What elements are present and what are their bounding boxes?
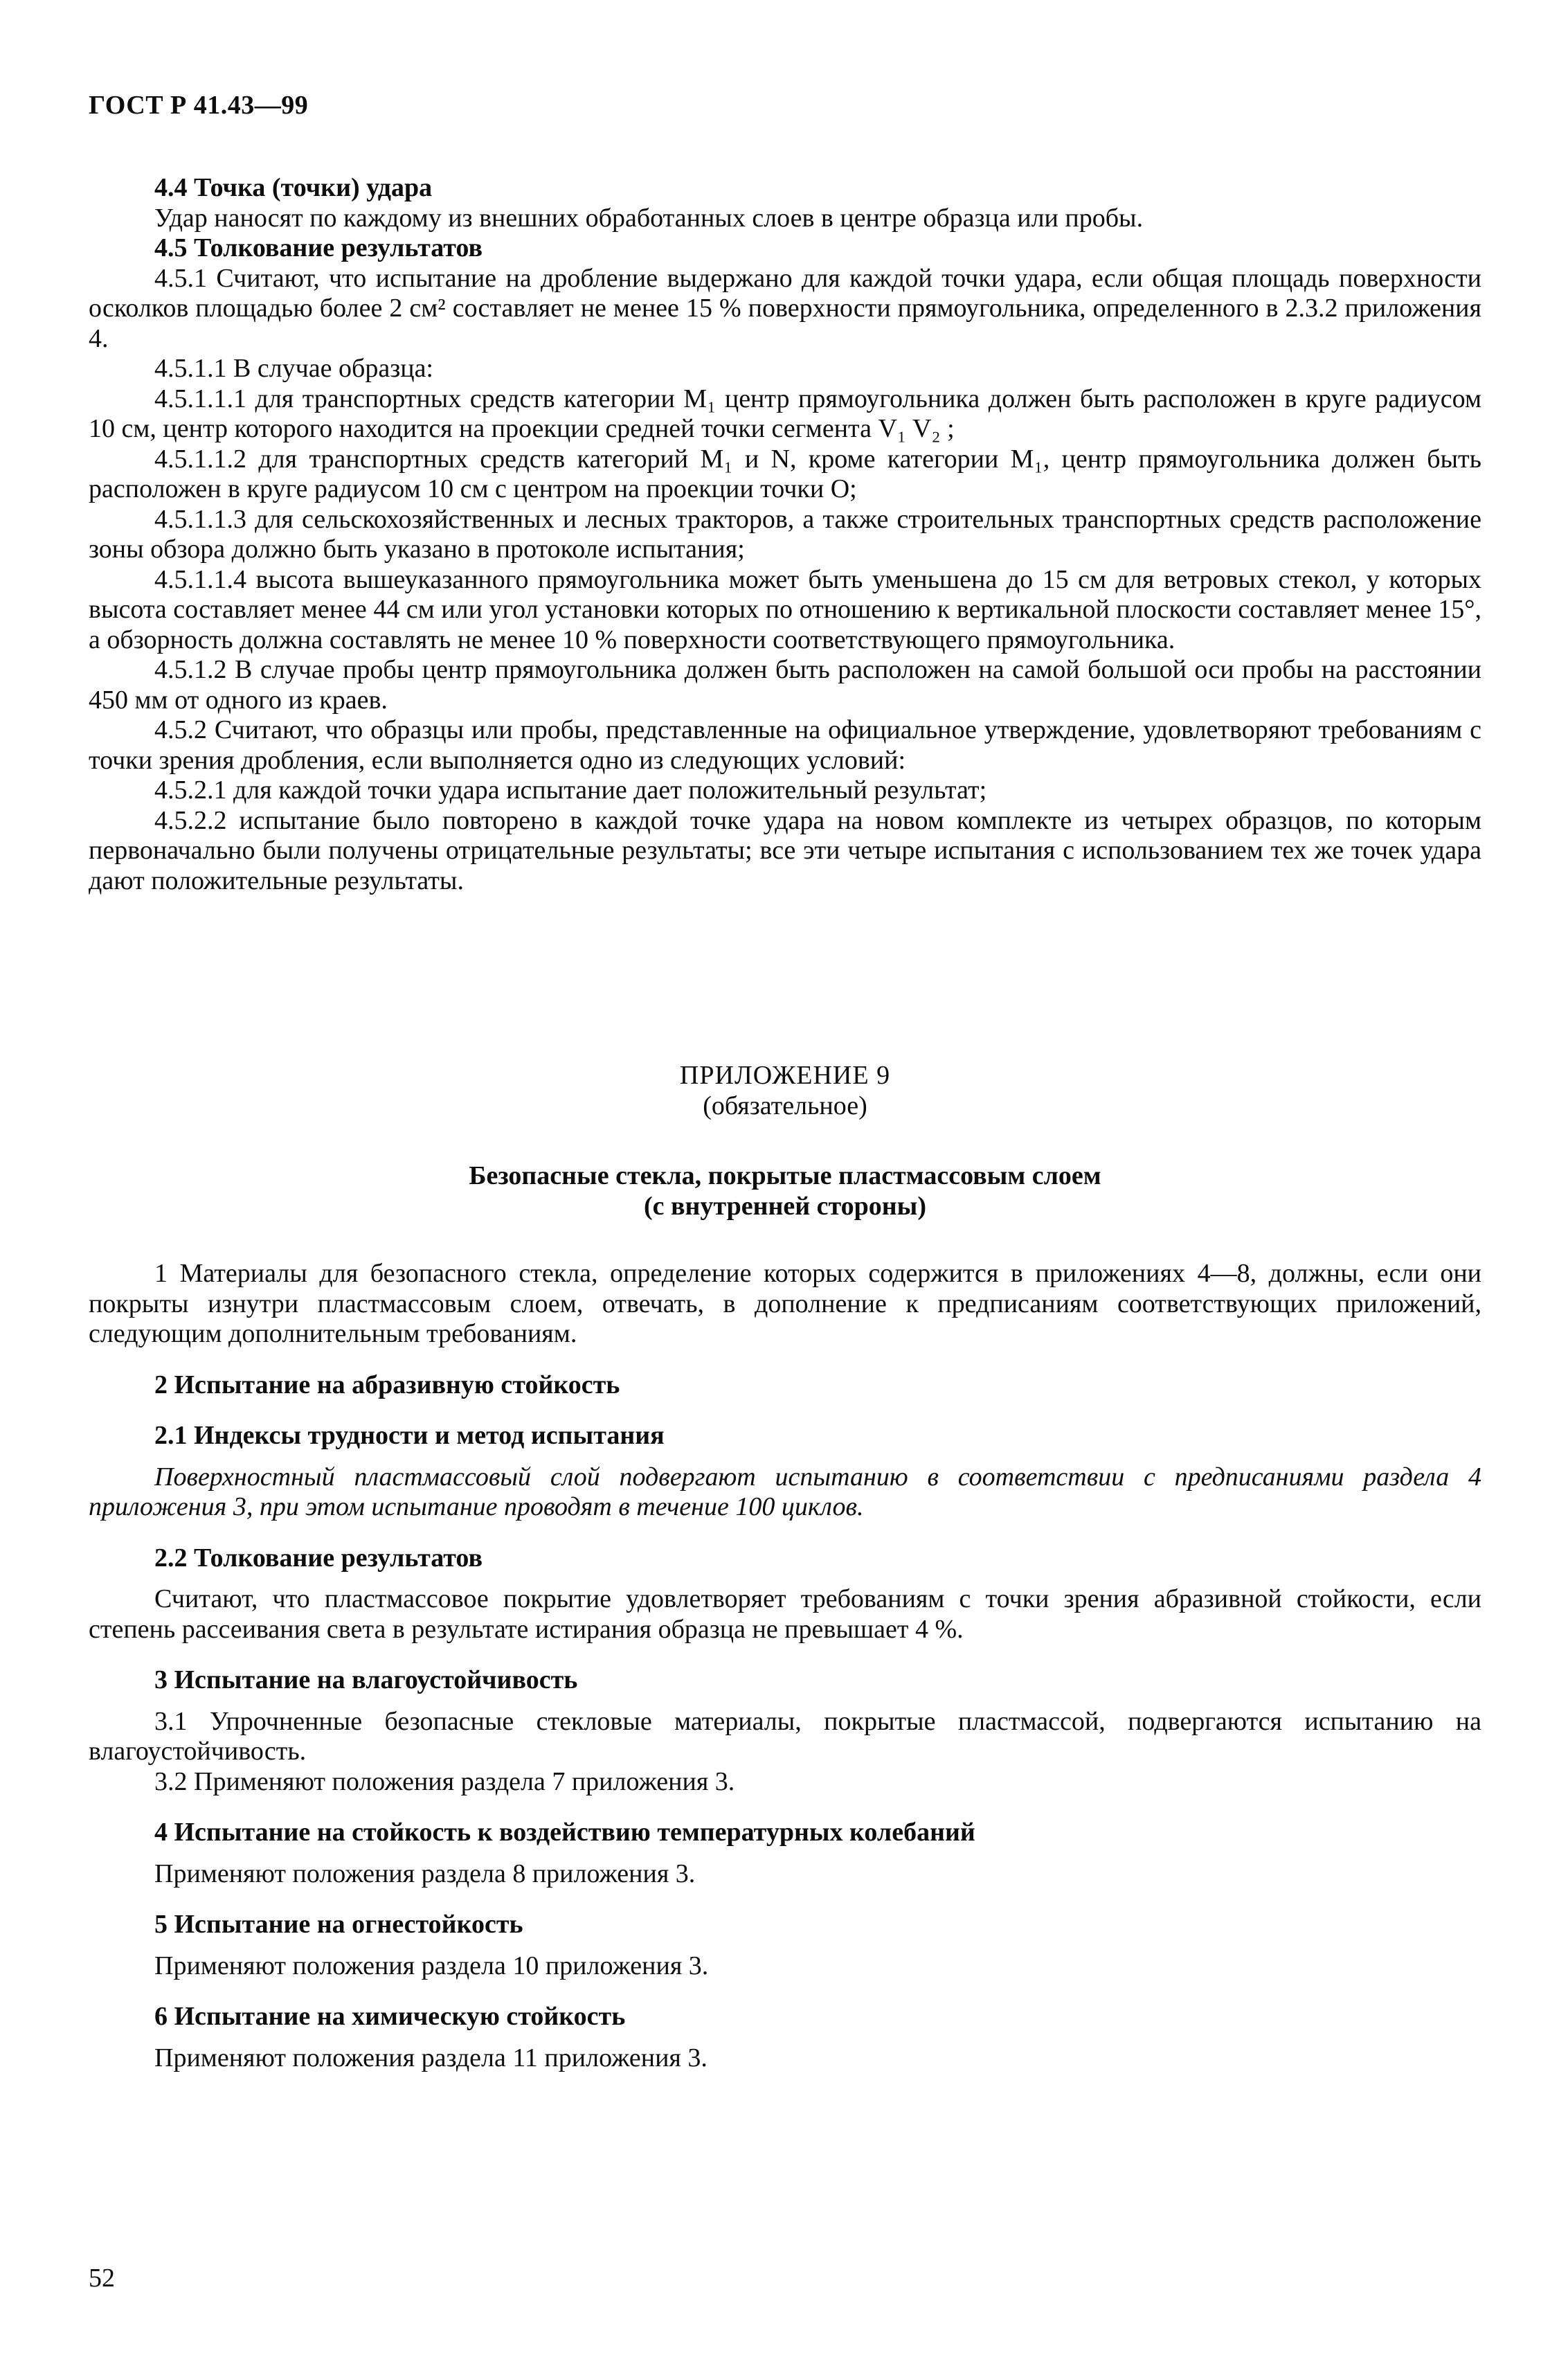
paragraph: 4.5.1.2 В случае пробы центр прямоугольника должен быть расположен на самой большой оси пробы на расстоянии 450 мм от одного из краев. (89, 655, 1481, 715)
paragraph: 4.5.2.1 для каждой точки удара испытание дает положительный результат; (154, 776, 987, 805)
paragraph: (с внутренней стороны) (644, 1191, 926, 1221)
paragraph: 4.5.2.2 испытание было повторено в каждой точке удара на новом комплекте из четырех образцов, по которым первоначально были получены отрицательные результаты; все эти четыре испытания с использованием тех же точек удара дают положительные результаты. (89, 805, 1481, 895)
paragraph: 4.5 Толкование результатов (154, 233, 483, 262)
paragraph: 6 Испытание на химическую стойкость (154, 2002, 626, 2031)
paragraph: 4.4 Точка (точки) удара (154, 173, 433, 202)
paragraph: Поверхностный пластмассовый слой подвергают испытанию в соответствии с предписаниями раздела 4 приложения 3, при этом испытание проводят в течение 100 циклов. (89, 1462, 1481, 1521)
document-header: ГОСТ Р 41.43—99 (89, 91, 309, 120)
paragraph: 1 Материалы для безопасного стекла, определение которых содержится в приложениях 4—8, должны, если они покрыты изнутри пластмассовым слоем, отвечать, в дополнение к предписаниям соответствующих приложений, следующим дополнительным требованиям. (89, 1259, 1481, 1348)
paragraph: 3 Испытание на влагоустойчивость (154, 1665, 578, 1694)
paragraph: Безопасные стекла, покрытые пластмассовым слоем (469, 1161, 1101, 1190)
paragraph: 2 Испытание на абразивную стойкость (154, 1370, 620, 1399)
paragraph: 2.2 Толкование результатов (154, 1543, 483, 1573)
paragraph: ПРИЛОЖЕНИЕ 9 (679, 1061, 891, 1090)
paragraph: Применяют положения раздела 10 приложения 3. (154, 1951, 709, 1980)
paragraph: 4.5.1.1.4 высота вышеуказанного прямоугольника может быть уменьшена до 15 см для ветровых стекол, у которых высота составляет менее 44 см или угол установки которых по отношению к вертикальной плоскости составляет менее 15°, а обзорность должна составлять не менее 10 % поверхности соответствующего прямоугольника. (89, 564, 1481, 654)
page-number: 52 (89, 2264, 115, 2293)
paragraph: 4.5.1 Считают, что испытание на дробление выдержано для каждой точки удара, если общая площадь поверхности осколков площадью более 2 см² составляет не менее 15 % поверхности прямоугольника, определенного в 2.3.2 приложения 4. (89, 263, 1481, 353)
paragraph: Применяют положения раздела 11 приложения 3. (154, 2043, 708, 2072)
paragraph: Считают, что пластмассовое покрытие удовлетворяет требованиям с точки зрения абразивной стойкости, если степень рассеивания света в результате истирания образца не превышает 4 %. (89, 1584, 1481, 1644)
paragraph: 2.1 Индексы трудности и метод испытания (154, 1421, 665, 1450)
paragraph: 3.2 Применяют положения раздела 7 приложения 3. (154, 1766, 735, 1796)
paragraph: 4.5.1.1 В случае образца: (154, 354, 433, 383)
paragraph: Применяют положения раздела 8 приложения 3. (154, 1859, 696, 1888)
paragraph: 4.5.1.1.3 для сельскохозяйственных и лесных тракторов, а также строительных транспортных средств расположение зоны обзора должно быть указано в протоколе испытания; (89, 504, 1481, 564)
paragraph: 4.5.1.1.1 для транспортных средств категории М₁ центр прямоугольника должен быть расположен в круге радиусом 10 см, центр которого находится на проекции средней точки сегмента V₁ V₂ ; (89, 384, 1481, 443)
document-content (89, 173, 1481, 2073)
paragraph: 4 Испытание на стойкость к воздействию температурных колебаний (154, 1818, 975, 1847)
paragraph: 5 Испытание на огнестойкость (154, 1910, 523, 1939)
paragraph: 4.5.1.1.2 для транспортных средств категорий М₁ и N, кроме категории М₁, центр прямоугольника должен быть расположен в круге радиусом 10 см с центром на проекции точки О; (89, 444, 1481, 503)
paragraph: 4.5.2 Считают, что образцы или пробы, представленные на официальное утверждение, удовлетворяют требованиям с точки зрения дробления, если выполняется одно из следующих условий: (89, 715, 1481, 775)
paragraph: Удар наносят по каждому из внешних обработанных слоев в центре образца или пробы. (154, 203, 1144, 233)
paragraph: 3.1 Упрочненные безопасные стекловые материалы, покрытые пластмассой, подвергаются испытанию на влагоустойчивость. (89, 1706, 1481, 1766)
paragraph: (обязательное) (703, 1091, 867, 1120)
